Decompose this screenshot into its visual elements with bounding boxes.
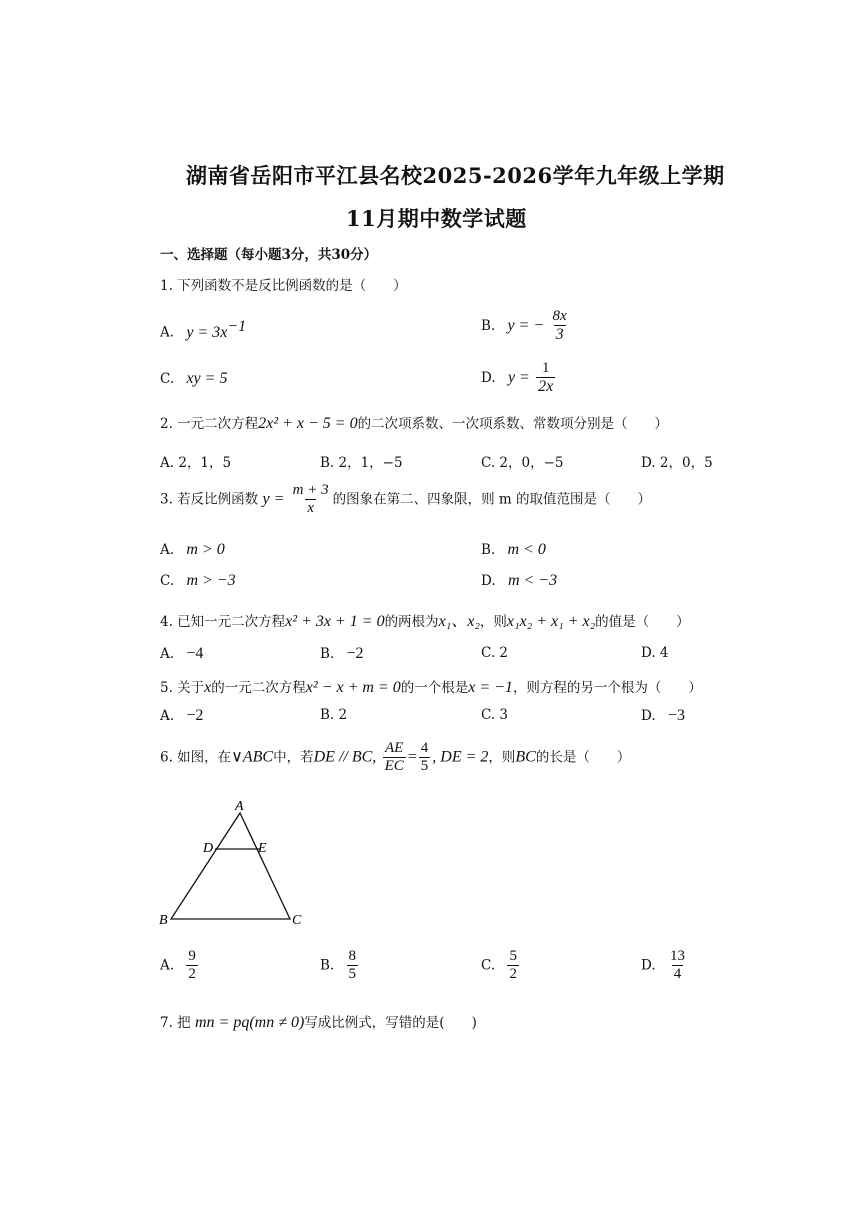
q1-b-den: 3 xyxy=(555,326,564,344)
vertex-b-label: B xyxy=(159,913,168,928)
q3-option-b xyxy=(481,541,546,559)
q3-option-d xyxy=(481,572,557,590)
q6-b-frac xyxy=(347,948,359,984)
q6-value-num: 4 xyxy=(420,740,429,756)
point-e-label: E xyxy=(258,841,267,856)
q2-equation: 2x² + x − 5 = 0 xyxy=(258,415,358,432)
q4-roots: x₁、x₂ xyxy=(438,613,480,630)
q1-b-pre: y = − xyxy=(507,316,545,334)
q1-a-sup: −1 xyxy=(227,318,247,335)
section-heading: 一、选择题（每小题3分，共30分） xyxy=(160,247,378,263)
q1-c-label: C. xyxy=(160,371,175,387)
question-2-stem xyxy=(160,412,668,433)
q6-c-num: 5 xyxy=(509,948,517,964)
q2-option-c: C. 2，0，−5 xyxy=(481,455,564,471)
vertex-a-label: A xyxy=(235,799,244,814)
q1-d-num: 1 xyxy=(541,360,550,376)
question-1-stem: 1. 下列函数不是反比例函数的是（ ） xyxy=(160,278,407,294)
q6-option-b xyxy=(320,948,360,984)
q1-d-pre: y = xyxy=(507,368,530,386)
q4-stem-pre: 4. 已知一元二次方程 xyxy=(160,614,286,630)
q6-ratio-num: AE xyxy=(385,740,404,756)
q3-c-label: C. xyxy=(160,573,175,589)
q4-stem-post: 的值是（ ） xyxy=(595,614,690,630)
q6-b-num: 8 xyxy=(348,948,357,964)
q6-d-frac xyxy=(668,948,687,984)
q4-option-a xyxy=(160,645,203,663)
q6-d-den: 4 xyxy=(673,966,682,983)
q5-option-a xyxy=(160,707,203,725)
vertex-c-label: C xyxy=(292,913,302,928)
q5-a-label: A. xyxy=(160,708,175,724)
q1-option-b xyxy=(481,308,571,345)
q1-a-expr: y = 3x xyxy=(186,323,228,341)
point-d-label: D xyxy=(203,841,214,856)
q6-bc: BC xyxy=(515,748,536,766)
q3-den: x xyxy=(307,500,314,517)
q3-stem-pre: 3. 若反比例函数 xyxy=(160,491,259,508)
q6-a-label: A. xyxy=(160,957,175,974)
q6-c-frac xyxy=(507,948,519,984)
q6-c-den: 2 xyxy=(509,966,517,983)
q5-var: x xyxy=(204,679,212,696)
q1-b-frac xyxy=(551,308,569,345)
q1-option-d xyxy=(481,360,557,397)
q3-b-expr: m < 0 xyxy=(507,541,546,558)
q2-option-b: B. 2，1，−5 xyxy=(320,455,403,471)
triangle-abc xyxy=(171,813,290,919)
q5-stem-mid2: 的一个根是 xyxy=(400,680,469,696)
q5-d-label: D. xyxy=(641,708,656,724)
q1-option-c xyxy=(160,370,227,388)
q1-d-label: D. xyxy=(481,369,496,386)
q5-d-val: −3 xyxy=(667,707,685,724)
q6-cond1: DE // BC, xyxy=(313,748,377,766)
q1-c-expr: xy = 5 xyxy=(186,370,228,387)
q6-d-num: 13 xyxy=(669,948,685,964)
question-3-stem xyxy=(160,482,651,518)
q5-equation: x² − x + m = 0 xyxy=(305,679,401,696)
q3-option-c xyxy=(160,572,236,590)
q1-a-label: A. xyxy=(160,324,175,341)
q6-b-den: 5 xyxy=(348,966,357,983)
q2-stem-post: 的二次项系数、一次项系数、常数项分别是（ ） xyxy=(357,416,669,432)
q6-stem-post: 的长是（ ） xyxy=(535,749,631,766)
q4-stem-mid2: ，则 xyxy=(479,614,507,630)
q6-ratio xyxy=(383,740,406,776)
q6-value-den: 5 xyxy=(420,758,429,775)
q6-triangle: ∨ABC xyxy=(231,748,274,766)
q5-root: x = −1 xyxy=(468,679,513,696)
q4-option-b xyxy=(320,645,364,663)
q6-cond2: , DE = 2 xyxy=(432,748,489,766)
q3-c-expr: m > −3 xyxy=(186,572,236,589)
q3-option-a xyxy=(160,541,225,559)
q6-stem-mid2: ，则 xyxy=(488,749,516,766)
q7-equation: mn = pq(mn ≠ 0) xyxy=(194,1014,305,1031)
q6-b-label: B. xyxy=(320,957,335,974)
question-6-stem xyxy=(160,740,630,776)
q6-ratio-den: EC xyxy=(384,758,404,775)
q5-option-d xyxy=(641,707,685,725)
question-5-stem xyxy=(160,676,702,697)
q4-option-d: D. 4 xyxy=(641,645,669,661)
q3-d-label: D. xyxy=(481,573,496,589)
q6-triangle-diagram xyxy=(155,798,305,928)
q6-eq-sign: = xyxy=(407,748,417,766)
q6-stem-pre: 6. 如图，在 xyxy=(160,749,232,766)
q6-a-den: 2 xyxy=(188,966,196,983)
q3-stem-post: 的图象在第二、四象限，则 m 的取值范围是（ ） xyxy=(332,491,652,508)
q6-option-d xyxy=(641,948,689,984)
q6-c-label: C. xyxy=(481,957,496,974)
q3-num: m + 3 xyxy=(292,482,329,498)
question-7-stem xyxy=(160,1011,477,1032)
q1-d-frac xyxy=(536,360,555,397)
q2-stem-pre: 2. 一元二次方程 xyxy=(160,416,259,432)
q5-stem-pre: 5. 关于 xyxy=(160,680,205,696)
q7-stem-post: 写成比例式，写错的是( ) xyxy=(304,1015,477,1031)
q6-option-c xyxy=(481,948,521,984)
q2-option-a: A. 2，1，5 xyxy=(160,455,232,471)
q1-d-den: 2x xyxy=(538,378,554,396)
q6-a-frac xyxy=(186,948,198,984)
question-4-stem xyxy=(160,608,690,631)
q4-b-label: B. xyxy=(320,646,335,662)
title-line-2: 11月期中数学试题 xyxy=(346,206,527,231)
title-line-1: 湖南省岳阳市平江县名校2025-2026学年九年级上学期 xyxy=(186,163,725,188)
q3-a-expr: m > 0 xyxy=(186,541,225,558)
q5-stem-mid: 的一元二次方程 xyxy=(211,680,306,696)
q5-option-b: B. 2 xyxy=(320,707,348,723)
q6-stem-mid: 中，若 xyxy=(273,749,314,766)
q6-option-a xyxy=(160,948,200,984)
q5-a-val: −2 xyxy=(186,707,204,724)
q4-equation: x² + 3x + 1 = 0 xyxy=(285,613,385,630)
q5-stem-post: ，则方程的另一个根为（ ） xyxy=(512,680,702,696)
q4-stem-mid: 的两根为 xyxy=(384,614,439,630)
q7-stem-pre: 7. 把 xyxy=(160,1015,191,1031)
q4-a-val: −4 xyxy=(186,645,204,662)
q2-option-d: D. 2，0，5 xyxy=(641,455,713,471)
q6-d-label: D. xyxy=(641,957,656,974)
q4-a-label: A. xyxy=(160,646,175,662)
q3-a-label: A. xyxy=(160,542,175,558)
q1-option-a xyxy=(160,318,246,342)
q1-b-num: 8x xyxy=(552,308,567,324)
q4-b-val: −2 xyxy=(346,645,364,662)
q1-b-label: B. xyxy=(481,317,496,334)
q3-b-label: B. xyxy=(481,542,496,558)
q3-d-expr: m < −3 xyxy=(507,572,558,589)
q5-option-c: C. 3 xyxy=(481,707,509,723)
q3-frac xyxy=(291,482,331,518)
q6-a-num: 9 xyxy=(188,948,196,964)
q4-expression: x₁x₂ + x₁ + x₂ xyxy=(506,613,596,630)
q4-option-c: C. 2 xyxy=(481,645,509,661)
q3-y-eq: y = xyxy=(262,490,285,508)
q6-value xyxy=(419,740,431,776)
